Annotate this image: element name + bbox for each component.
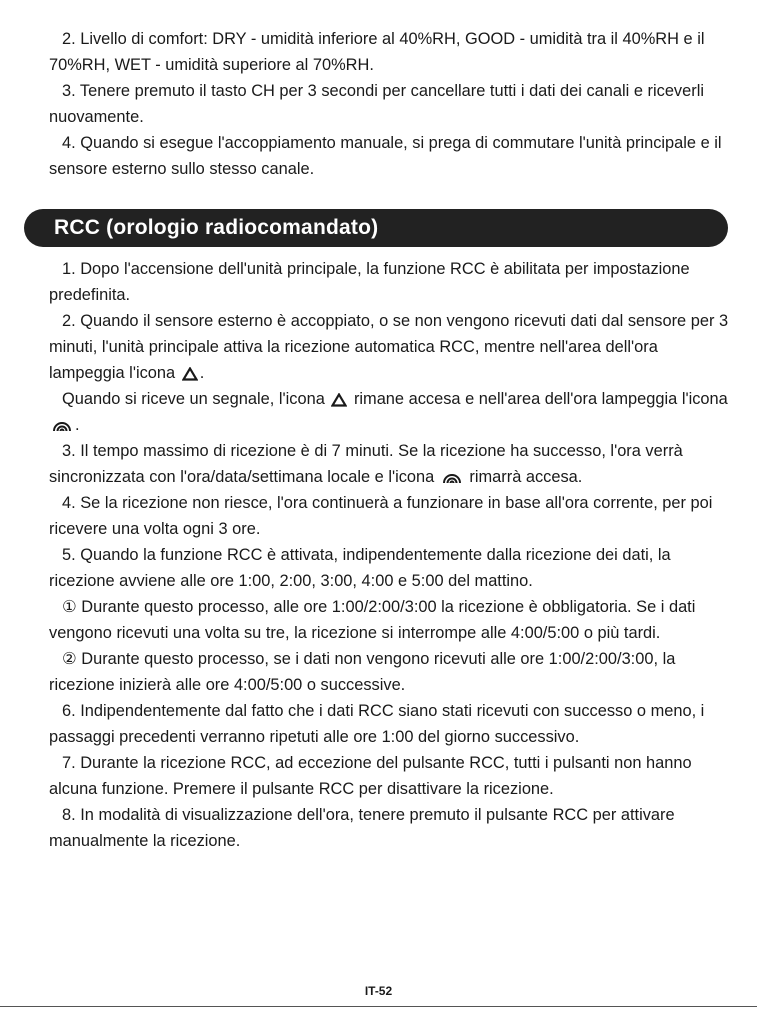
comfort-level-paragraph: 2. Livello di comfort: DRY - umidità inferiore al 40%RH, GOOD - umidità tra il 40%RH e il 70%RH, WET - umidità superiore al 70%RH. <box>49 30 705 74</box>
rcc-paragraph-3-b: rimarrà accesa. <box>469 468 583 486</box>
rcc-paragraph-2 <box>49 308 733 386</box>
rcc-paragraph-2-end: . <box>199 364 205 382</box>
rcc-paragraph-4: 4. Se la ricezione non riesce, l'ora continuerà a funzionare in base all'ora corrente, per poi ricevere una volta ogni 3 ore. <box>49 494 713 538</box>
rcc-text <box>49 256 733 854</box>
rcc-paragraph-6: 6. Indipendentemente dal fatto che i dati RCC siano stati ricevuti con successo o meno, i passaggi precedenti verranno ripetuti alle ore 1:00 del giorno successivo. <box>49 702 705 746</box>
rcc-paragraph-1: 1. Dopo l'accensione dell'unità principale, la funzione RCC è abilitata per impostazione predefinita. <box>49 260 690 304</box>
rcc-paragraph-3 <box>49 438 733 490</box>
section-heading-bar <box>24 209 728 247</box>
antenna-triangle-icon <box>182 367 198 381</box>
section-title: RCC (orologio radiocomandato) <box>54 216 379 239</box>
radio-signal-arcs-icon <box>51 417 73 433</box>
antenna-triangle-icon <box>331 393 347 407</box>
page-number: IT-52 <box>364 984 393 998</box>
rcc-paragraph-7: 7. Durante la ricezione RCC, ad eccezione del pulsante RCC, tutti i pulsanti non hanno alcuna funzione. Premere il pulsante RCC per disattivare la ricezione. <box>49 754 692 798</box>
rcc-paragraph-3-a: 3. Il tempo massimo di ricezione è di 7 minuti. Se la ricezione ha successo, l'ora verrà sincronizzata con l'ora/data/settimana locale e l'icona <box>49 442 683 486</box>
rcc-paragraph-2b <box>49 386 733 438</box>
rcc-paragraph-5: 5. Quando la funzione RCC è attivata, indipendentemente dalla ricezione dei dati, la ricezione avviene alle ore 1:00, 2:00, 3:00, 4:00 e 5:00 del mattino. <box>49 546 671 590</box>
intro-text <box>49 26 733 182</box>
manual-pairing-paragraph: 4. Quando si esegue l'accoppiamento manuale, si prega di commutare l'unità principale e il sensore esterno sullo stesso canale. <box>49 134 722 178</box>
rcc-paragraph-5-2: ② Durante questo processo, se i dati non vengono ricevuti alle ore 1:00/2:00/3:00, la ricezione inizierà alle ore 4:00/5:00 o successive. <box>49 650 676 694</box>
footer-divider <box>0 1006 757 1007</box>
rcc-paragraph-8: 8. In modalità di visualizzazione dell'ora, tenere premuto il pulsante RCC per attivare manualmente la ricezione. <box>49 806 675 850</box>
radio-signal-arcs-icon <box>441 469 463 485</box>
rcc-paragraph-2b-b: rimane accesa e nell'area dell'ora lampeggia l'icona <box>353 390 728 408</box>
rcc-paragraph-2b-a: Quando si riceve un segnale, l'icona <box>62 390 325 408</box>
clear-channel-paragraph: 3. Tenere premuto il tasto CH per 3 secondi per cancellare tutti i dati dei canali e riceverli nuovamente. <box>49 82 704 126</box>
rcc-paragraph-2-text: 2. Quando il sensore esterno è accoppiato, o se non vengono ricevuti dati dal sensore per 3 minuti, l'unità principale attiva la ricezione automatica RCC, mentre nell'area dell'ora lampeggia l'icona <box>49 312 729 382</box>
rcc-paragraph-5-1: ① Durante questo processo, alle ore 1:00/2:00/3:00 la ricezione è obbligatoria. Se i dati vengono ricevuti una volta su tre, la ricezione si interrompe alle 4:00/5:00 o più tardi. <box>49 598 696 642</box>
rcc-paragraph-2b-end: . <box>75 416 80 434</box>
